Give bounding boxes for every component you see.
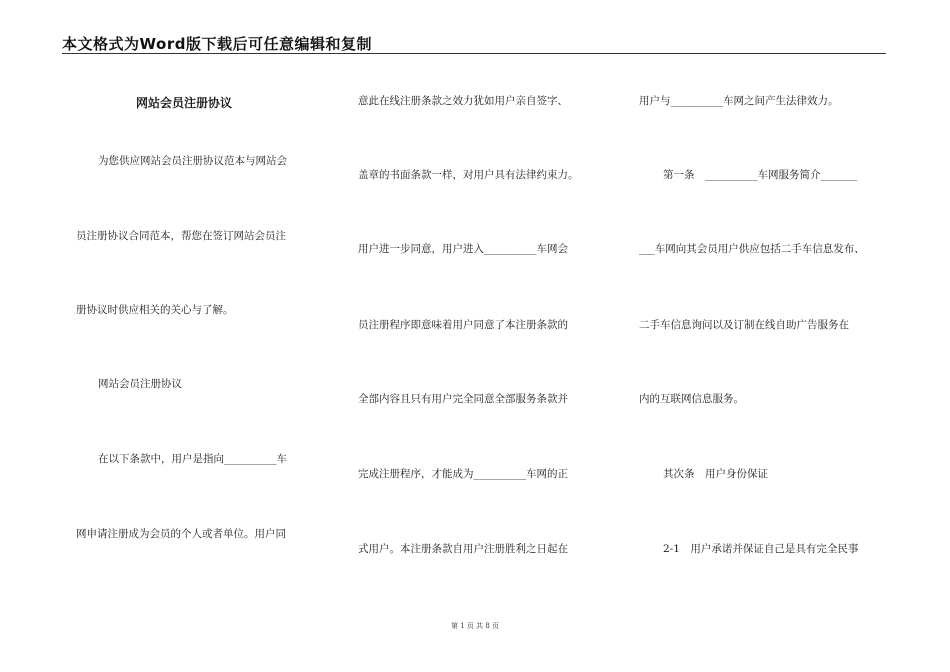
paragraph-line: 用户进一步同意，用户进入__________车网会	[358, 243, 568, 255]
paragraph-line: 员注册协议合同范本，帮您在签订网站会员注	[76, 230, 286, 242]
header-title: 本文格式为Word版下载后可任意编辑和复制	[62, 35, 372, 53]
section-heading: 网站会员注册协议	[98, 378, 182, 390]
paragraph-line: 用户与__________车网之间产生法律效力。	[639, 95, 839, 107]
paragraph-line: 册协议时供应相关的关心与了解。	[76, 304, 234, 316]
paragraph-line: 式用户。本注册条款自用户注册胜利之日起在	[358, 543, 568, 555]
article-heading: 第一条 __________车网服务简介_______	[663, 169, 858, 181]
column-2	[355, 0, 605, 610]
article-heading: 其次条 用户身份保证	[663, 468, 768, 480]
paragraph-line: 员注册程序即意味着用户同意了本注册条款的	[358, 319, 568, 331]
paragraph-line: 意此在线注册条款之效力犹如用户亲自签字、	[358, 95, 568, 107]
paragraph-line: 为您供应网站会员注册协议范本与网站会	[98, 155, 287, 167]
paragraph-line: 网申请注册成为会员的个人或者单位。用户同	[76, 528, 286, 540]
paragraph-line: 内的互联网信息服务。	[639, 393, 744, 405]
page-number: 第 1 页 共 8 页	[450, 622, 500, 630]
paragraph-line: 全部内容且只有用户完全同意全部服务条款并	[358, 393, 568, 405]
paragraph-line: 在以下条款中，用户是指向__________车	[98, 453, 287, 465]
document-title: 网站会员注册协议	[136, 96, 233, 110]
column-3	[636, 0, 886, 610]
paragraph-line: ___车网向其会员用户供应包括二手车信息发布、	[639, 243, 865, 255]
paragraph-line: 完成注册程序，才能成为__________车网的正	[358, 468, 568, 480]
paragraph-line: 盖章的书面条款一样，对用户具有法律约束力。	[358, 169, 579, 181]
paragraph-line: 二手车信息询问以及订制在线自助广告服务在	[639, 319, 849, 331]
paragraph-line: 2-1 用户承诺并保证自己是具有完全民事	[663, 543, 859, 555]
column-1	[62, 0, 312, 610]
